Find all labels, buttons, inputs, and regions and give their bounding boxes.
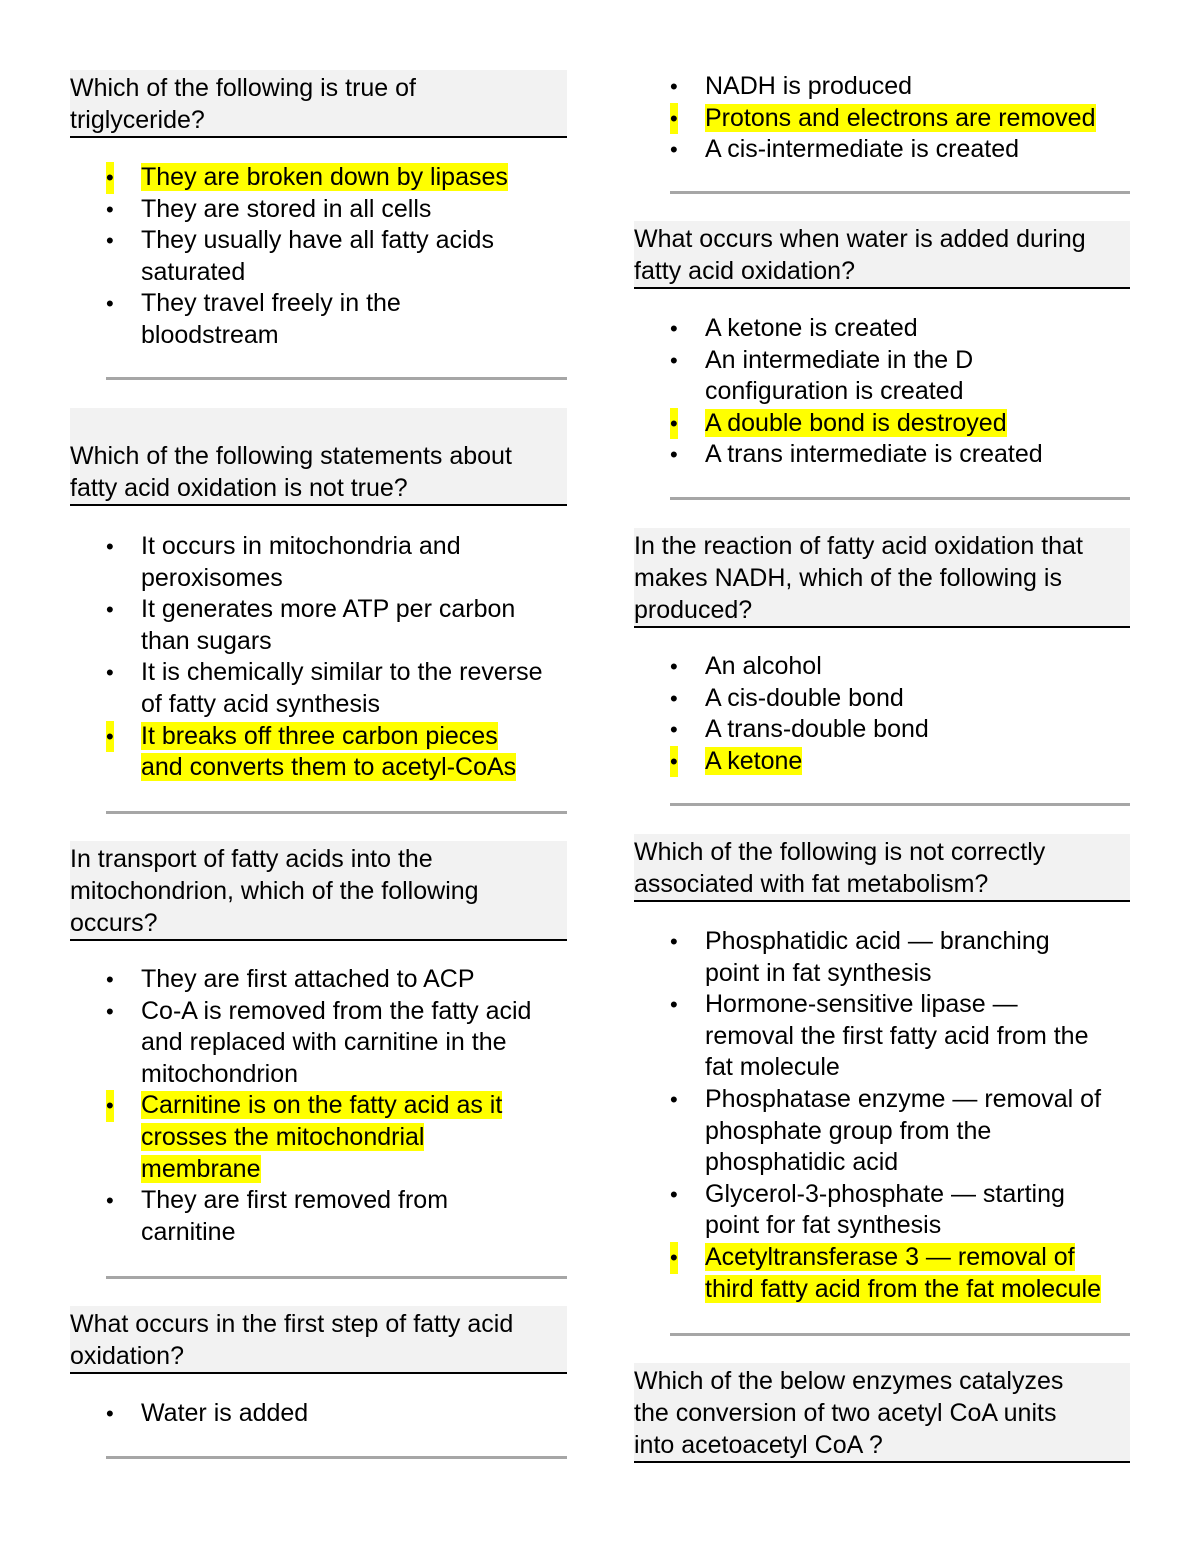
answer-text: configuration is created [705, 377, 964, 406]
answer-text: NADH is produced [705, 72, 913, 100]
answer-option [670, 1084, 1130, 1179]
bullet-icon: • [106, 534, 114, 559]
question-text [70, 1306, 567, 1374]
answer-option-correct [670, 746, 1130, 778]
answer-list [670, 71, 1130, 166]
answer-text: Phosphatase enzyme — removal of [705, 1084, 1102, 1113]
answer-option [670, 651, 1130, 683]
answer-text: A trans intermediate is created [705, 440, 1043, 469]
answer-option [106, 657, 576, 720]
bullet-icon: • [670, 316, 678, 341]
divider-rule [670, 191, 1130, 194]
question-text [70, 408, 567, 506]
bullet-icon: • [106, 1188, 114, 1214]
bullet-icon: • [670, 992, 678, 1018]
answer-option [106, 194, 576, 226]
question-line: occurs? [70, 909, 158, 937]
bullet-icon: • [106, 967, 114, 992]
bullet-icon: • [106, 1401, 114, 1426]
answer-option [106, 594, 576, 657]
answer-text: It occurs in mitochondria and [141, 532, 461, 560]
answer-text: phosphate group from the [705, 1116, 992, 1145]
answer-option [106, 964, 576, 996]
question-line: In the reaction of fatty acid oxidation that [634, 532, 1083, 560]
answer-text: carnitine [141, 1217, 236, 1246]
question-line: fatty acid oxidation is not true? [70, 474, 408, 502]
bullet-icon: • [106, 228, 114, 254]
question-text [634, 528, 1130, 628]
answer-option [670, 345, 1130, 408]
question-line: fatty acid oxidation? [634, 257, 855, 285]
answer-text: Water is added [141, 1399, 309, 1427]
question-text [634, 834, 1130, 902]
question-line: triglyceride? [70, 106, 205, 134]
divider-rule [670, 803, 1130, 806]
answer-text: They usually have all fatty acids [141, 226, 494, 255]
answer-text: third fatty acid from the fat molecule [705, 1274, 1102, 1303]
answer-text: phosphatidic acid [705, 1148, 899, 1177]
answer-text: They are broken down by lipases [141, 163, 508, 191]
divider-rule [106, 377, 567, 380]
answer-text: bloodstream [141, 320, 279, 349]
answer-text: A ketone [705, 746, 803, 775]
answer-option-correct [670, 1242, 1130, 1305]
bullet-icon: • [106, 162, 114, 194]
answer-text: A ketone is created [705, 314, 918, 342]
question-line: the conversion of two acetyl CoA units [634, 1399, 1057, 1427]
answer-text: and replaced with carnitine in the [141, 1028, 507, 1057]
question-line: Which of the following is true of [70, 74, 416, 102]
answer-option [670, 71, 1130, 103]
answer-text: point for fat synthesis [705, 1211, 942, 1240]
question-line: In transport of fatty acids into the [70, 845, 433, 873]
question-line: mitochondrion, which of the following [70, 877, 479, 905]
question-text [70, 70, 567, 138]
bullet-icon: • [670, 1086, 678, 1112]
answer-text: membrane [141, 1154, 261, 1183]
answer-option-correct [670, 103, 1130, 135]
bullet-icon: • [106, 721, 114, 753]
question-line: Which of the following is not correctly [634, 838, 1046, 866]
divider-rule [106, 811, 567, 814]
divider-rule [670, 1333, 1130, 1336]
answer-text: removal the first fatty acid from the [705, 1021, 1089, 1050]
question-line: What occurs when water is added during [634, 225, 1086, 253]
answer-option [670, 714, 1130, 746]
bullet-icon: • [670, 74, 678, 99]
answer-text: Co-A is removed from the fatty acid [141, 996, 532, 1025]
answer-text: Protons and electrons are removed [705, 103, 1096, 132]
answer-list [106, 162, 576, 352]
bullet-icon: • [670, 347, 678, 373]
answer-option-correct [106, 721, 576, 784]
bullet-icon: • [670, 1181, 678, 1207]
question-line: makes NADH, which of the following is [634, 564, 1062, 592]
answer-list [106, 964, 576, 1248]
answer-list [670, 926, 1130, 1305]
answer-option [106, 996, 576, 1091]
answer-option [106, 1398, 576, 1430]
question-line: oxidation? [70, 1342, 184, 1370]
answer-option-correct [106, 162, 576, 194]
question-text [634, 221, 1130, 289]
question-line: What occurs in the first step of fatty acid [70, 1310, 514, 1338]
answer-text: than sugars [141, 626, 272, 655]
bullet-icon: • [670, 929, 678, 954]
bullet-icon: • [670, 746, 678, 778]
bullet-icon: • [670, 408, 678, 440]
answer-list [670, 651, 1130, 777]
answer-text: mitochondrion [141, 1059, 299, 1088]
bullet-icon: • [106, 998, 114, 1024]
answer-text: An intermediate in the D [705, 345, 974, 374]
answer-option [670, 439, 1130, 471]
bullet-icon: • [670, 654, 678, 679]
answer-text: They are first attached to ACP [141, 965, 475, 993]
question-line: Which of the following statements about [70, 442, 512, 470]
answer-option-correct [670, 408, 1130, 440]
answer-option-correct [106, 1090, 576, 1185]
bullet-icon: • [106, 660, 114, 686]
answer-option [670, 313, 1130, 345]
divider-rule [106, 1276, 567, 1279]
answer-option [670, 683, 1130, 715]
question-text [634, 1363, 1130, 1463]
answer-option [106, 531, 576, 594]
answer-text: They travel freely in the [141, 289, 401, 318]
bullet-icon: • [670, 442, 678, 468]
bullet-icon: • [670, 685, 678, 711]
answer-text: Hormone-sensitive lipase — [705, 990, 1018, 1019]
question-line: produced? [634, 596, 753, 624]
answer-text: A cis-intermediate is created [705, 135, 1020, 164]
answer-list [106, 1398, 576, 1430]
answer-option [670, 134, 1130, 166]
answer-text: Phosphatidic acid — branching [705, 927, 1050, 955]
answer-text: Acetyltransferase 3 — removal of [705, 1242, 1075, 1271]
bullet-icon: • [106, 1090, 114, 1122]
answer-text: It breaks off three carbon pieces [141, 721, 498, 750]
answer-text: An alcohol [705, 652, 822, 680]
bullet-icon: • [106, 597, 114, 623]
answer-option [106, 225, 576, 288]
answer-list [106, 531, 576, 784]
question-line: into acetoacetyl CoA ? [634, 1431, 883, 1459]
question-line: Which of the below enzymes catalyzes [634, 1367, 1064, 1395]
answer-text: A cis-double bond [705, 683, 904, 712]
bullet-icon: • [670, 137, 678, 163]
answer-text: They are stored in all cells [141, 194, 432, 223]
answer-option [670, 1179, 1130, 1242]
answer-option [106, 288, 576, 351]
answer-option [670, 926, 1130, 989]
answer-text: A double bond is destroyed [705, 408, 1007, 437]
answer-text: They are first removed from [141, 1186, 449, 1215]
answer-text: It generates more ATP per carbon [141, 595, 516, 624]
bullet-icon: • [670, 103, 678, 135]
answer-text: peroxisomes [141, 563, 283, 592]
bullet-icon: • [106, 291, 114, 317]
answer-option [106, 1185, 576, 1248]
bullet-icon: • [670, 717, 678, 743]
answer-text: and converts them to acetyl-CoAs [141, 753, 517, 782]
question-text [70, 841, 567, 941]
answer-option [670, 989, 1130, 1084]
divider-rule [670, 497, 1130, 500]
answer-text: point in fat synthesis [705, 958, 932, 987]
answer-text: saturated [141, 257, 246, 286]
answer-text: A trans-double bond [705, 715, 929, 744]
answer-text: crosses the mitochondrial [141, 1122, 425, 1151]
answer-list [670, 313, 1130, 471]
divider-rule [106, 1456, 567, 1459]
answer-text: Glycerol-3-phosphate — starting [705, 1179, 1065, 1208]
bullet-icon: • [106, 196, 114, 222]
question-line: associated with fat metabolism? [634, 870, 989, 898]
bullet-icon: • [670, 1242, 678, 1274]
answer-text: fat molecule [705, 1053, 840, 1082]
answer-text: Carnitine is on the fatty acid as it [141, 1091, 503, 1120]
answer-text: of fatty acid synthesis [141, 689, 381, 718]
answer-text: It is chemically similar to the reverse [141, 658, 543, 687]
